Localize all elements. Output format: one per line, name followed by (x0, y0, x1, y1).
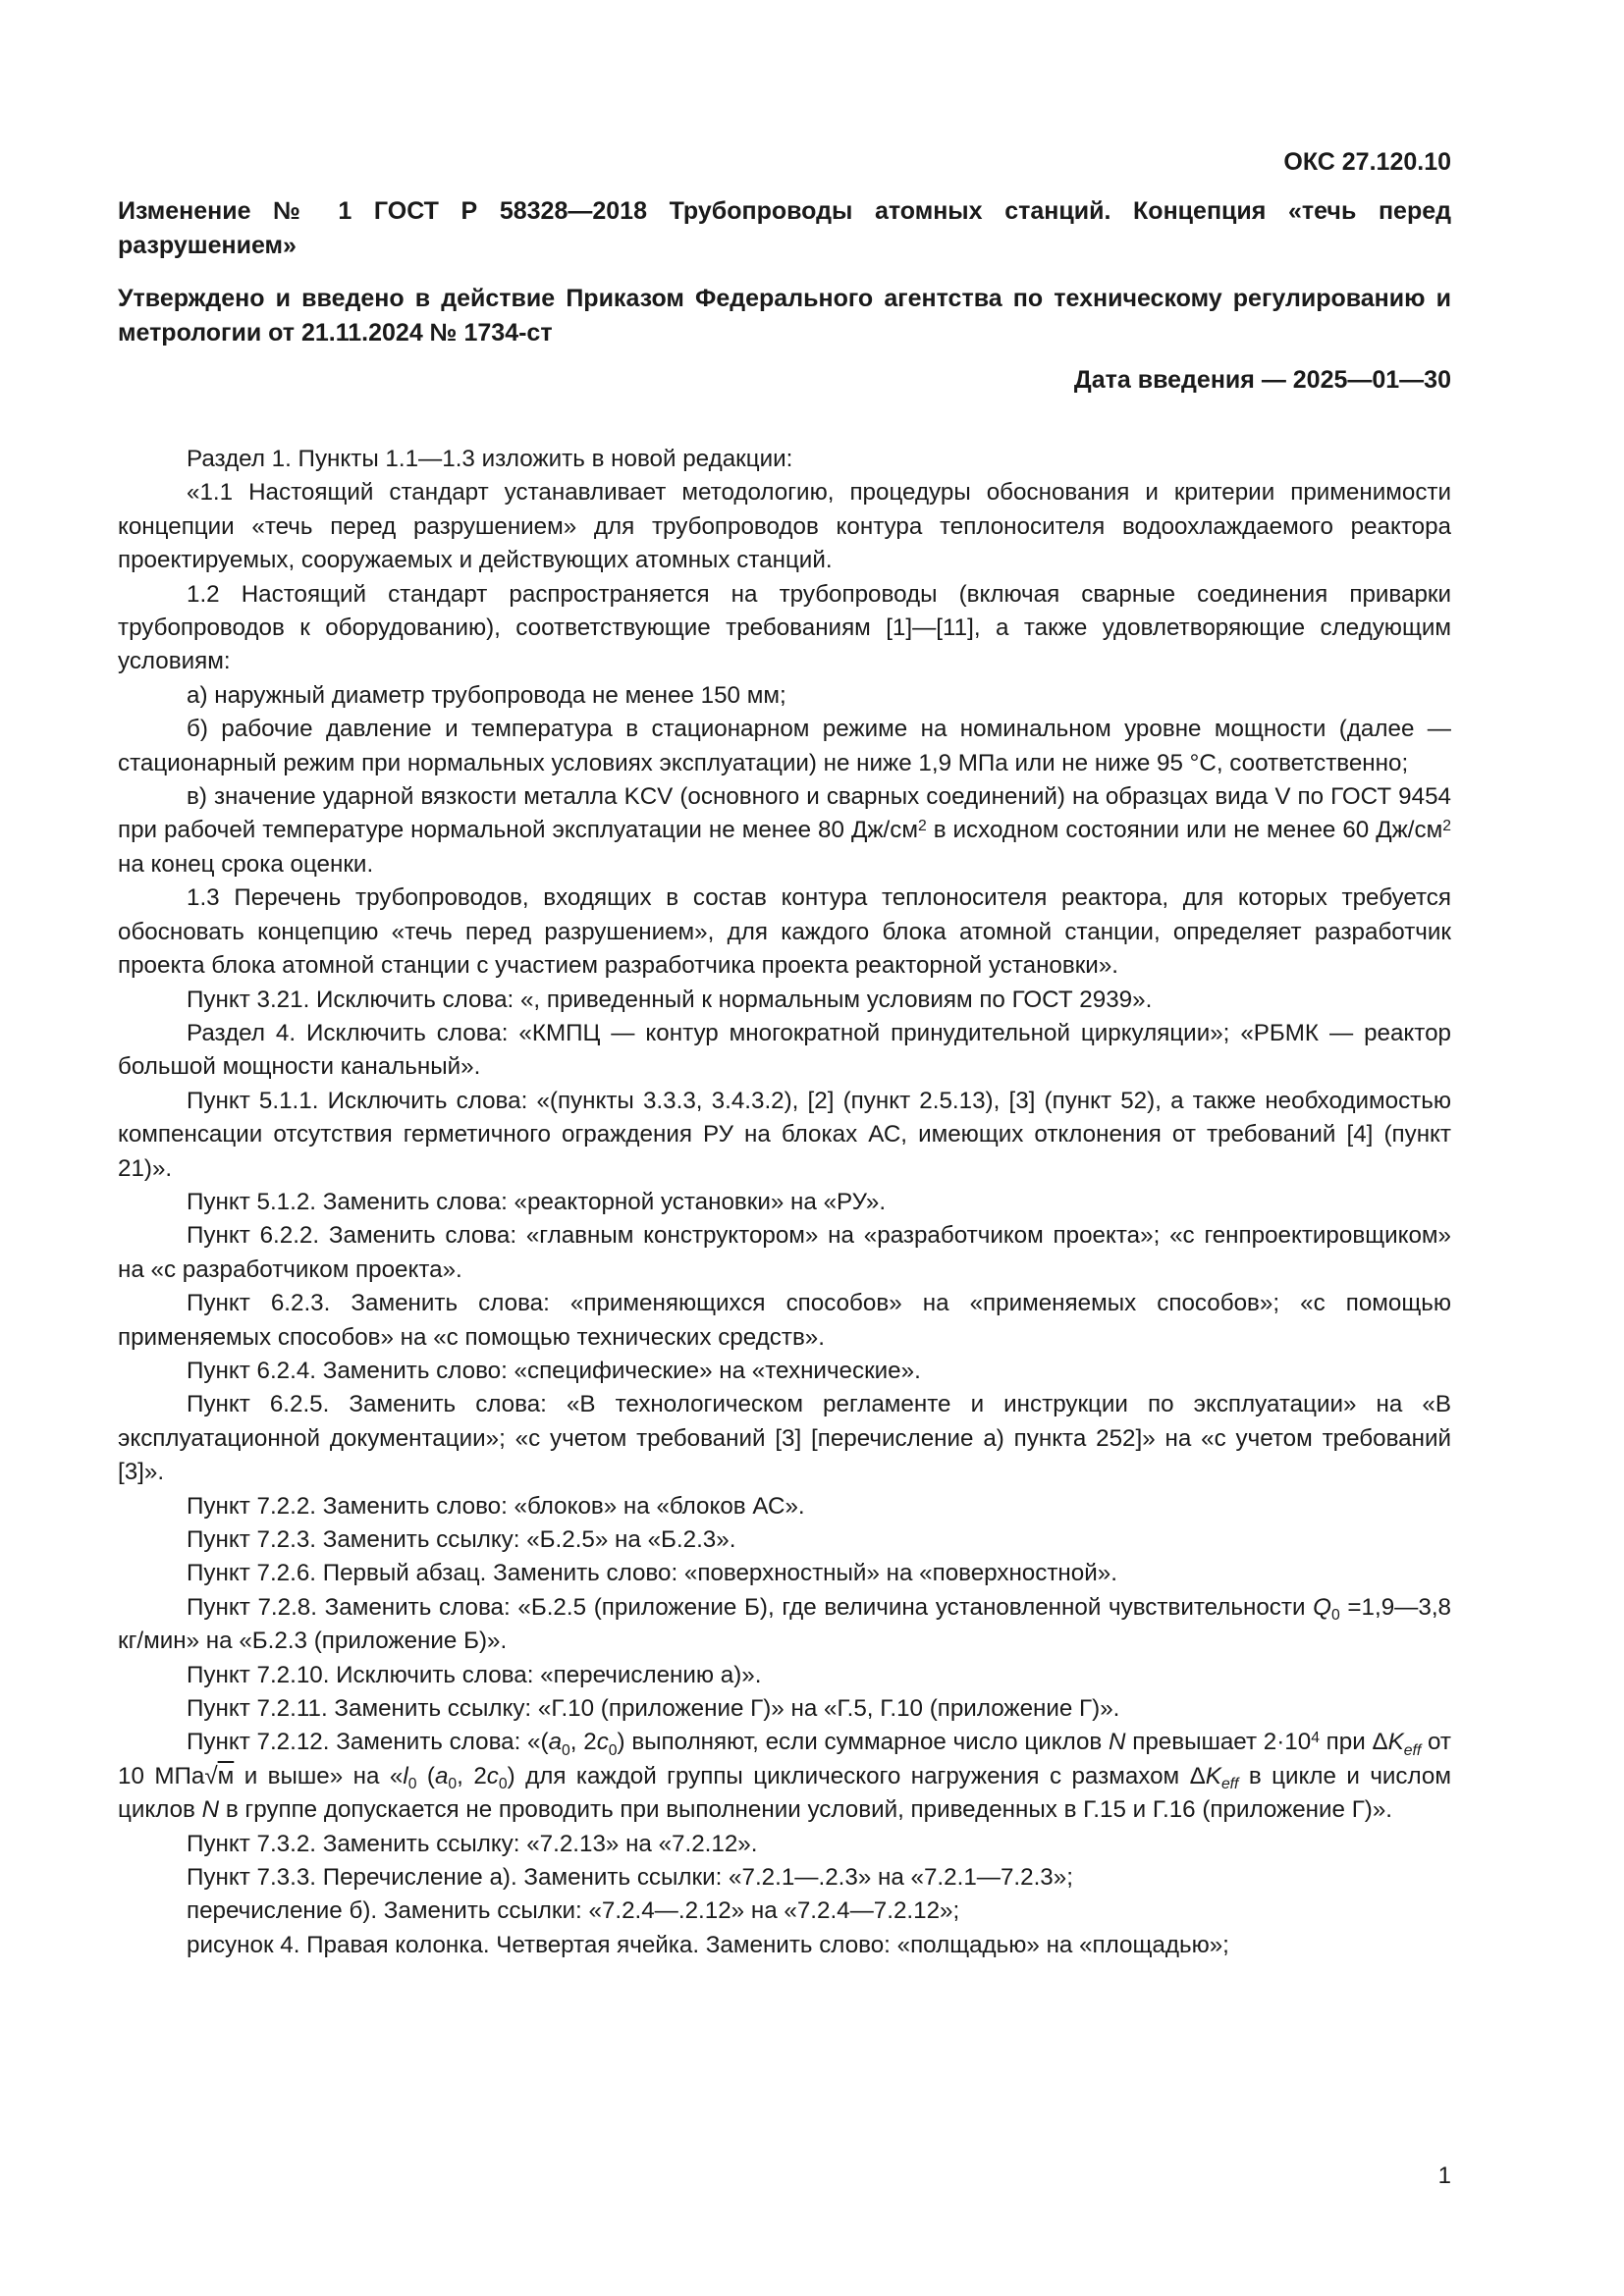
paragraph (118, 1726, 1451, 1827)
paragraph: рисунок 4. Правая колонка. Четвертая ячейка. Заменить слово: «полщадью» на «площадью»; (187, 1931, 1229, 1958)
math-symbol: N (1109, 1729, 1126, 1756)
text-run: в) значение ударной вязкости металла KCV (основного и сварных соединений) на образцах вида V по ГОСТ 9454 при рабочей температуре нормальной эксплуатации не менее 80 Дж/см (118, 783, 1451, 844)
subscript (1404, 1742, 1421, 1759)
text-run: в исходном состоянии или не менее 60 Дж/см (926, 817, 1443, 844)
paragraph (118, 780, 1451, 881)
text-run: ) выполняют, если суммарное число циклов (617, 1729, 1110, 1756)
paragraph: Пункт 7.2.3. Заменить ссылку: «Б.2.5» на «Б.2.3». (187, 1526, 736, 1553)
superscript: 4 (1311, 1729, 1320, 1746)
text-run: ( (416, 1762, 435, 1789)
paragraph: Пункт 7.2.6. Первый абзац. Заменить слово: «поверхностный» на «поверхностной». (187, 1560, 1117, 1587)
text-run: на конец срока оценки. (118, 850, 374, 878)
math-symbol: c (596, 1729, 609, 1756)
subscript: 0 (562, 1741, 570, 1759)
superscript: 2 (917, 817, 927, 834)
paragraph: Раздел 4. Исключить слова: «КМПЦ — контур многократной принудительной циркуляции»; «РБМК — реактор большой мощности канальный». (118, 1019, 1451, 1081)
text-run: =1,9—3,8 кг/мин» на «Б.2.3 (приложение Б)». (118, 1593, 1451, 1655)
text-run: в группе допускается не проводить при выполнении условий, приведенных в Г.15 и Г.16 (приложение Г)». (219, 1796, 1393, 1824)
text-run: в цикле и числом циклов (118, 1762, 1451, 1824)
paragraph: б) рабочие давление и температура в стационарном режиме на номинальном уровне мощности (далее — стационарный режим при нормальных условиях эксплуатации) не ниже 1,9 МПа или не ниже 95 °С, соответственно; (118, 716, 1451, 776)
approval-statement: Утверждено и введено в действие Приказом Федерального агентства по техническому регулированию и метрологии от 21.11.2024 № 1734-ст (118, 285, 1451, 347)
paragraph: Раздел 1. Пункты 1.1—1.3 изложить в новой редакции: (187, 446, 793, 472)
paragraph: 1.2 Настоящий стандарт распространяется на трубопроводы (включая сварные соединения приварки трубопроводов к оборудованию), соответствующие требованиям [1]—[11], а также удовлетворяющие следующим условиям: (118, 580, 1451, 675)
text-run: , 2 (457, 1762, 487, 1789)
math-symbol: eff (1403, 1741, 1422, 1759)
math-symbol: c (486, 1762, 499, 1789)
text-run: превышает 2·10 (1125, 1729, 1312, 1756)
paragraph: 1.3 Перечень трубопроводов, входящих в состав контура теплоносителя реактора, для которых требуется обосновать концепцию «течь перед разрушением», для каждого блока атомной станции, определяет разработчик проекта блока атомной станции с участием разработчика проекта реакторной установки». (118, 884, 1451, 980)
paragraph: Пункт 5.1.1. Исключить слова: «(пункты 3.3.3, 3.4.3.2), [2] (пункт 2.5.13), [3] (пункт 52), а также необходимостью компенсации отсутствия герметичного ограждения РУ на блоках АС, имеющих отклонения от требований [4] (пункт 21)». (118, 1087, 1451, 1182)
paragraph: перечисление б). Заменить ссылки: «7.2.4—.2.12» на «7.2.4—7.2.12»; (187, 1897, 960, 1925)
subscript: 0 (448, 1776, 458, 1793)
math-symbol: l (403, 1762, 408, 1789)
math-symbol: K (1205, 1762, 1221, 1789)
text-run: от 10 МПа (118, 1729, 1451, 1789)
paragraph: Пункт 6.2.4. Заменить слово: «специфические» на «технические». (187, 1357, 921, 1384)
math-symbol: K (1387, 1729, 1404, 1756)
paragraph: «1.1 Настоящий стандарт устанавливает методологию, процедуры обоснования и критерии применимости концепции «течь перед разрушением» для трубопроводов контура теплоносителя водоохлаждаемого реактора проектируемых, сооружаемых и действующих атомных станций. (118, 479, 1451, 574)
text-run: , 2 (569, 1729, 597, 1756)
superscript: 2 (1442, 817, 1451, 834)
paragraph: Пункт 7.3.2. Заменить ссылку: «7.2.13» на «7.2.12». (187, 1830, 758, 1857)
paragraph: Пункт 6.2.5. Заменить слова: «В технологическом регламенте и инструкции по эксплуатации» на «В эксплуатационной документации»; «с учетом требований [3] [перечисление а) пункта 252]» на «с учетом требований [3]». (118, 1391, 1451, 1486)
paragraph (118, 1591, 1451, 1659)
text-run: при Δ (1319, 1729, 1388, 1756)
text-run: Пункт 7.2.12. Заменить слова: «( (187, 1729, 549, 1756)
math-symbol: N (201, 1796, 220, 1824)
effective-date: Дата введения — 2025—01—30 (1073, 366, 1451, 394)
subscript: 0 (498, 1776, 508, 1793)
document-page (118, 0, 1451, 2296)
paragraph: а) наружный диаметр трубопровода не менее 150 мм; (187, 681, 786, 709)
paragraph: Пункт 6.2.2. Заменить слова: «главным конструктором» на «разработчиком проекта»; «с генпроектировщиком» на «с разработчиком проекта». (118, 1222, 1451, 1283)
subscript (1221, 1776, 1238, 1792)
page-number: 1 (1437, 2163, 1451, 2189)
paragraph: Пункт 7.3.3. Перечисление а). Заменить ссылки: «7.2.1—.2.3» на «7.2.1—7.2.3»; (187, 1864, 1073, 1892)
paragraph: Пункт 5.1.2. Заменить слова: «реакторной установки» на «РУ». (187, 1188, 887, 1215)
text-run: ) для каждой группы циклического нагружения с размахом Δ (507, 1762, 1206, 1789)
paragraph: Пункт 3.21. Исключить слова: «, приведенный к нормальным условиям по ГОСТ 2939». (187, 986, 1153, 1013)
paragraph: Пункт 7.2.10. Исключить слова: «перечислению а)». (187, 1661, 762, 1688)
paragraph: Пункт 7.2.11. Заменить ссылку: «Г.10 (приложение Г)» на «Г.5, Г.10 (приложение Г)». (187, 1695, 1120, 1723)
math-symbol: a (548, 1729, 563, 1756)
math-symbol: Q (1313, 1593, 1331, 1621)
subscript: 0 (608, 1741, 618, 1759)
text-run: Пункт 7.2.8. Заменить слова: «Б.2.5 (приложение Б), где величина установленной чувствительности (187, 1593, 1314, 1621)
subscript: 0 (1331, 1607, 1340, 1625)
paragraph: Пункт 7.2.2. Заменить слово: «блоков» на «блоков АС». (187, 1492, 805, 1520)
oks-code: ОКС 27.120.10 (1283, 148, 1451, 176)
document-title: Изменение № 1 ГОСТ Р 58328—2018 Трубопроводы атомных станций. Концепция «течь перед разрушением» (118, 197, 1451, 259)
text-run: и выше» на « (234, 1762, 404, 1789)
paragraph: Пункт 6.2.3. Заменить слова: «применяющихся способов» на «применяемых способов»; «с помощью применяемых способов» на «с помощью технических средств». (118, 1290, 1451, 1351)
text-run: м (217, 1762, 235, 1789)
sqrt-symbol: √ (204, 1762, 218, 1789)
math-symbol: a (434, 1762, 449, 1789)
document-body (118, 443, 1451, 1962)
subscript: 0 (407, 1776, 417, 1793)
math-symbol: eff (1220, 1776, 1239, 1793)
